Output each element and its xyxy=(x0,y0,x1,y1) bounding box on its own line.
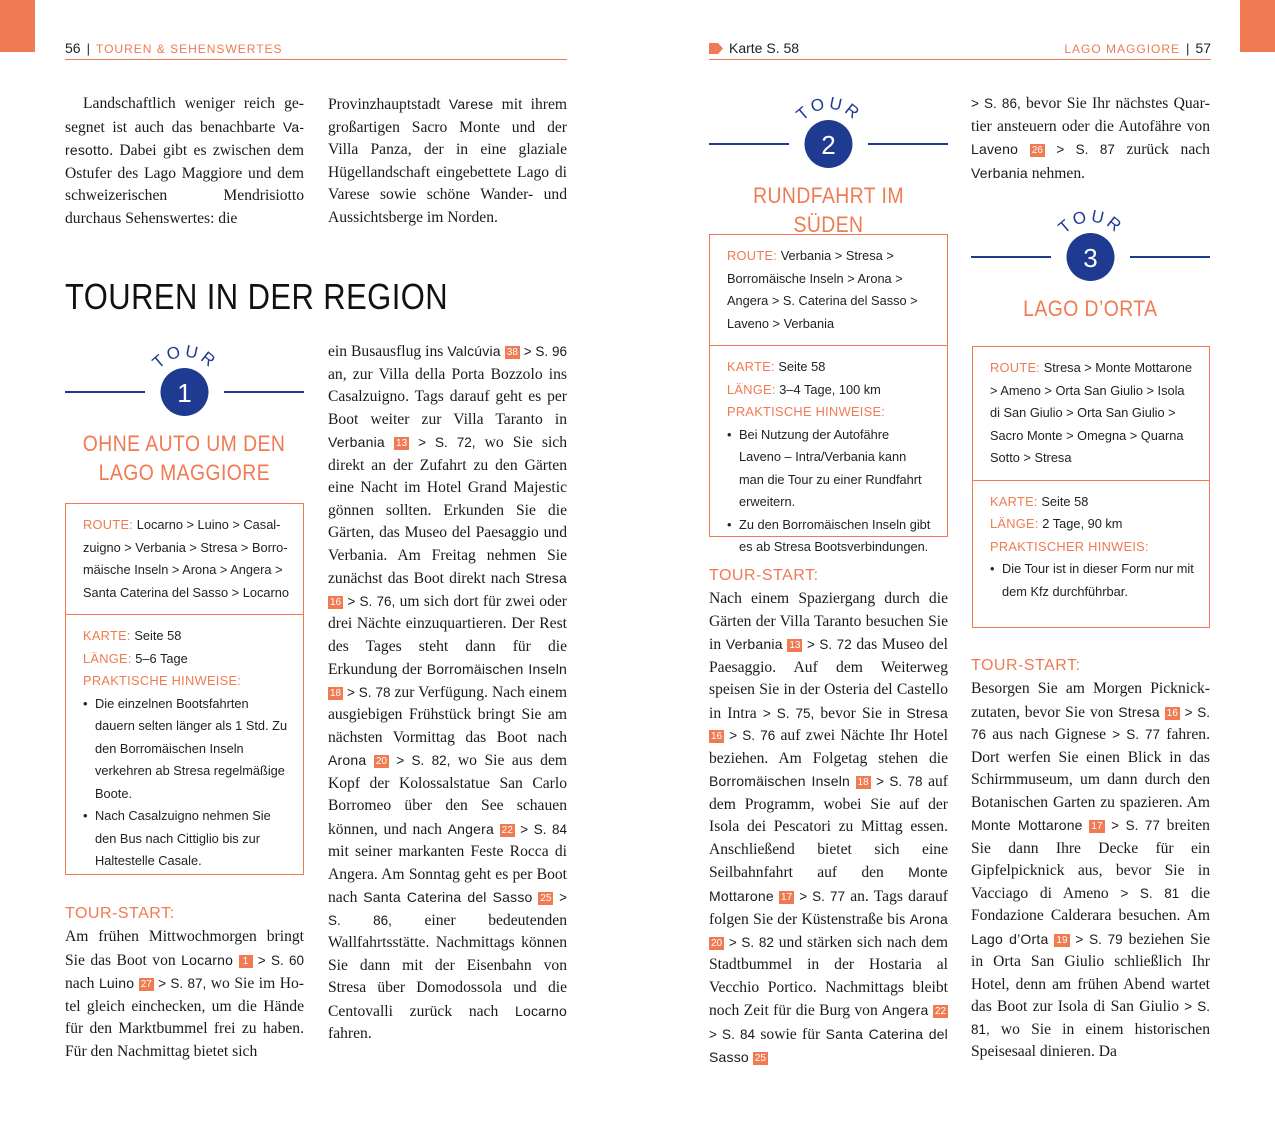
tour-2-number: 2 xyxy=(821,130,836,160)
tour-1-continuation: ein Busausflug ins Valcúvia 38 > S. 96 an, zur Villa della Porta Bozzolo ins Casalzuigno. Tags darauf geht es per Boot weiter zur Villa Taranto in Verbania 13 > S. 72, wo Sie sich direkt an der Zufahrt zu den Gärten eine Nacht im Hotel Grand Majestic gönnen sollten. Erkunden Sie die Gärten, das Museo del Paesaggio und Verbania. Am Freitag nehmen Sie zunächst das Boot direkt nach Stresa 16 > S. 76, um sich dort für zwei oder drei Nächte einzuquartieren. Der Rest des Tages steht dann für die Erkundung der Borromäischen Inseln 18 > S. 78 zur Verfügung. Nach einem ausgiebigen Frühstück bringt Sie am nächsten Vormittag das Boot nach Arona 20 > S. 82, wo Sie aus dem Kopf der Kolossalstatue San Carlo Borromeo über den See schauen können, und nach Angera 22 > S. 84 mit seiner markanten Feste Rocca di Angera. Am Sonntag geht es per Boot nach Santa Caterina del Sasso 25 > S. 86, einer bedeutenden Wallfahrtsstätte. Nachmittags können Sie dann mit der Eisenbahn von Stresa über Domodossola und die Centovalli zurück nach Locarno fahren. xyxy=(328,343,568,1042)
section-title: TOUREN IN DER REGION xyxy=(65,276,449,317)
tour-3-start-text: Besorgen Sie am Morgen Picknickzutaten, bevor Sie von Stresa 16 > S. 76 aus nach Gignese > S. 77 fahren. Dort werfen Sie einen Blick in das Schirmmuseum, um dann durch den Botanischen Garten zu spazieren. Am Monte Mottarone 17 > S. 77 breiten Sie dann Ihre Decke für ein Gipfelpicknick aus, bevor Sie in Vacciago di Ameno > S. 81 die Fondazione Calderara besuchen. Am Lago d’Orta 19 > S. 79 beziehen Sie in Orta San Giulio schließlich Ihr Hotel, denn am frühen Abend wartet das Boot zur Isola di San Giulio > S. 81, wo Sie in einem historischen Speisesaal dinieren. Da xyxy=(971,680,1210,1060)
tour-2-start-text: Nach einem Spaziergang durch die Gärten der Villa Taranto besuchen Sie in Verbania 13 > S. 72 das Museo del Paesaggio. Auf dem Weiterweg speisen Sie in der Osteria del Castello in Intra > S. 75, bevor Sie in Stresa 16 > S. 76 auf zwei Nächte Ihr Hotel beziehen. Am Folgetag stehen die Borromäischen Inseln 18 > S. 78 auf dem Programm, wobei Sie auf der Isola dei Pescatori zu Mittag essen. Anschließend bietet sich eine Seilbahnfahrt auf den Monte Mottarone 17 > S. 77 an. Tags darauf folgen Sie der Küstenstraße bis Arona 20 > S. 82 und stärken sich nach dem Stadtbummel in der Hostaria al Vecchio Portico. Nachmittags bleibt noch Zeit für die Burg von Angera 22 > S. 84 sowie für Santa Caterina del Sasso 25 xyxy=(709,590,948,1065)
tour-1-start-text: Am frühen Mittwochmorgen bringt Sie das Boot von Locarno 1 > S. 60 nach Luino 27 > S. 87, wo Sie im Hotel gleich einchecken, um die Hände für den Marktbummel frei zu haben. Für den Nachmittag bietet sich xyxy=(65,928,304,1060)
hint-item: • Bei Nutzung der Autofähre Laveno – Intra/Verbania kann man die Tour zu einer Rundfahrt erweitern. xyxy=(727,424,933,514)
intro-column-1: Landschaftlich weniger reich gesegnet ist auch das benachbarte Varesotto. Dabei gibt es zwischen dem Ostufer des Lago Maggiore und dem schweizerischen Mendrisiotto durchaus Sehenswertes: die xyxy=(65,95,304,227)
intro-column-2: Provinzhauptstadt Varese mit ihrem großartigen Sacro Monte und der Villa Panza, der in eine glaziale Hügellandschaft eingebettete Lago di Varese sowie schöne Wander- und Aussichtsberge im Norden. xyxy=(328,96,567,226)
tour-3-title: LAGO D’ORTA xyxy=(1023,296,1158,321)
tour-3-number: 3 xyxy=(1083,243,1098,273)
tour-3-start-label: TOUR-START: xyxy=(971,657,1081,674)
tour-2-badge xyxy=(709,92,948,172)
tour-1-title: OHNE AUTO UM DEN LAGO MAGGIORE xyxy=(83,431,286,485)
tour-1-badge xyxy=(65,340,304,420)
hint-item: • Zu den Borromäischen Inseln gibt es ab Stresa Bootsverbindungen. xyxy=(727,514,933,559)
tour-2-word: TOUR xyxy=(792,93,866,125)
tour-1-start-label: TOUR-START: xyxy=(65,905,175,922)
svg-text:TOUR xyxy=(149,341,221,372)
tour-2-start-label: TOUR-START: xyxy=(709,567,819,584)
section-name-left: TOUREN & SEHENSWERTES xyxy=(95,42,283,56)
tour-1-number: 1 xyxy=(177,378,192,408)
hint-item: • Die einzelnen Bootsfahrten dauern selten länger als 1 Std. Zu den Borromäischen Inseln verkehren ab Stresa regelmäßige Boote. xyxy=(83,693,289,806)
tour-2-continuation: > S. 86, bevor Sie Ihr nächstes Quartier ansteuern oder die Autofähre von Laveno 26 > S. 87 zurück nach Verbania nehmen. xyxy=(971,95,1210,182)
map-reference: Karte S. 58 xyxy=(729,40,800,56)
corner-tab-left xyxy=(0,0,35,52)
map-arrow-icon xyxy=(709,40,723,60)
page-number-left: 56 xyxy=(65,40,81,56)
svg-text:TOUR xyxy=(793,93,865,124)
svg-text:TOUR xyxy=(1055,206,1127,237)
tour-3-word: TOUR xyxy=(1054,206,1128,238)
page-number-right: 57 xyxy=(1195,40,1211,56)
hint-item: • Nach Casalzuigno nehmen Sie den Bus nach Cittiglio bis zur Haltestelle Casale. xyxy=(83,805,289,873)
section-name-right: LAGO MAGGIORE xyxy=(1064,42,1181,56)
tour-2-title: RUNDFAHRT IM SÜDEN xyxy=(753,183,904,237)
hint-item: • Die Tour ist in dieser Form nur mit dem Kfz durchführbar. xyxy=(990,558,1195,603)
header-right: Karte S. 58 LAGO MAGGIORE | 57 xyxy=(709,38,1211,60)
tour-3-infobox: ROUTE: Stresa > Monte Mottarone > Ameno > Orta San Giulio > Isola di San Giulio > Orta San Giulio > Sacro Monte > Omegna > Quarna Sotto > Stresa KARTE: Seite 58 LÄNGE: 2 Tage, 90 km PRAKTISCHER HINWEIS: • Die Tour ist in dieser Form nur mit dem Kfz durchführbar. xyxy=(972,346,1210,628)
tour-1-infobox: ROUTE: Locarno > Luino > Casalzuigno > Verbania > Stresa > Borromäische Inseln > Arona > Angera > Santa Caterina del Sasso > Locarno KARTE: Seite 58 LÄNGE: 5–6 Tage PRAKTISCHE HINWEISE: • Die einzelnen Bootsfahrten dauern selten länger als 1 Std. Zu den Borromäischen Inseln verkehren ab Stresa regelmäßige Boote. • Nach Casalzuigno nehmen Sie den Bus nach Cittiglio bis zur Haltestelle Casale. xyxy=(65,503,304,875)
tour-1-word: TOUR xyxy=(148,341,222,373)
corner-tab-right xyxy=(1240,0,1275,52)
tour-2-infobox: ROUTE: Verbania > Stresa > Borromäische Inseln > Arona > Angera > S. Caterina del Sasso > Laveno > Verbania KARTE: Seite 58 LÄNGE: 3–4 Tage, 100 km PRAKTISCHE HINWEISE: • Bei Nutzung der Autofähre Laveno – Intra/Verbania kann man die Tour zu einer Rundfahrt erweitern. • Zu den Borromäischen Inseln gibt es ab Stresa Bootsverbindungen. xyxy=(709,234,948,537)
header-left: 56 | TOUREN & SEHENSWERTES xyxy=(65,38,567,60)
tour-3-badge xyxy=(971,205,1210,285)
